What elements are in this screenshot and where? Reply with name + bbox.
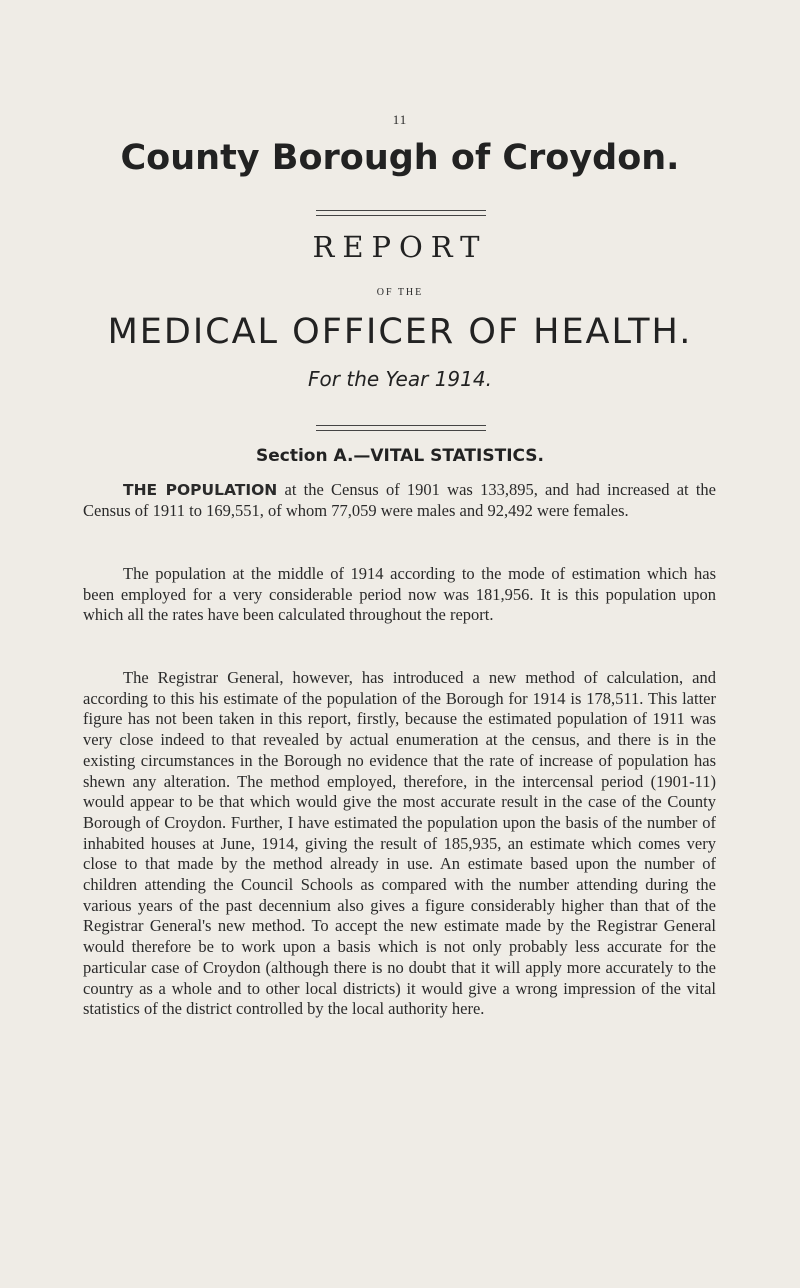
paragraph-text: at the Census of 1901 was 133,895, and had increased at the Census of 1911 to 169,551, of whom 77,059 were males and 92,492 were females.	[83, 480, 716, 520]
paragraph-population	[83, 480, 716, 521]
paragraph-registrar-general: The Registrar General, however, has introduced a new method of calculation, and according to this his estimate of the population of the Borough for 1914 is 178,511. This latter figure has not been taken in this report, firstly, because the estimated population of 1911 was very close indeed to that revealed by actual enumeration at the census, and there is in the existing circumstances in the Borough no evidence that the rate of increase of population has shewn any alteration. The method employed, therefore, in the intercensal period (1901-11) would appear to be that which would give the most accurate result in the case of the County Borough of Croydon. Further, I have estimated the population upon the basis of the number of inhabited houses at June, 1914, giving the result of 185,935, an estimate which comes very close to that made by the method already in use. An estimate based upon the number of children attending the Council Schools as compared with the number attending during the various years of the past decennium also gives a figure considerably higher than that of the Registrar General's new method. To accept the new estimate made by the Registrar General would therefore be to work upon a basis which is not only probably less accurate for the particular case of Croydon (although there is no doubt that it will apply more accurately to the country as a whole and to other local districts) it would give a wrong impression of the vital statistics of the district controlled by the local authority here.	[83, 668, 716, 1019]
borough-title: County Borough of Croydon.	[120, 138, 680, 178]
section-heading: Section A.—VITAL STATISTICS.	[255, 446, 545, 466]
page-number: 11	[392, 112, 408, 127]
medical-officer-title: MEDICAL OFFICER OF HEALTH.	[107, 312, 693, 352]
paragraph-lead: THE POPULATION	[123, 481, 278, 499]
double-rule-divider	[316, 425, 486, 431]
of-the-label: OF THE	[376, 287, 424, 298]
report-title: REPORT	[312, 230, 488, 264]
double-rule-divider	[316, 210, 486, 216]
year-subtitle: For the Year 1914.	[308, 367, 492, 391]
paragraph-mid-year-estimate: The population at the middle of 1914 according to the mode of estimation which has been employed for a very considerable period now was 181,956. It is this population upon which all the rates have been calculated throughout the report.	[83, 564, 716, 625]
